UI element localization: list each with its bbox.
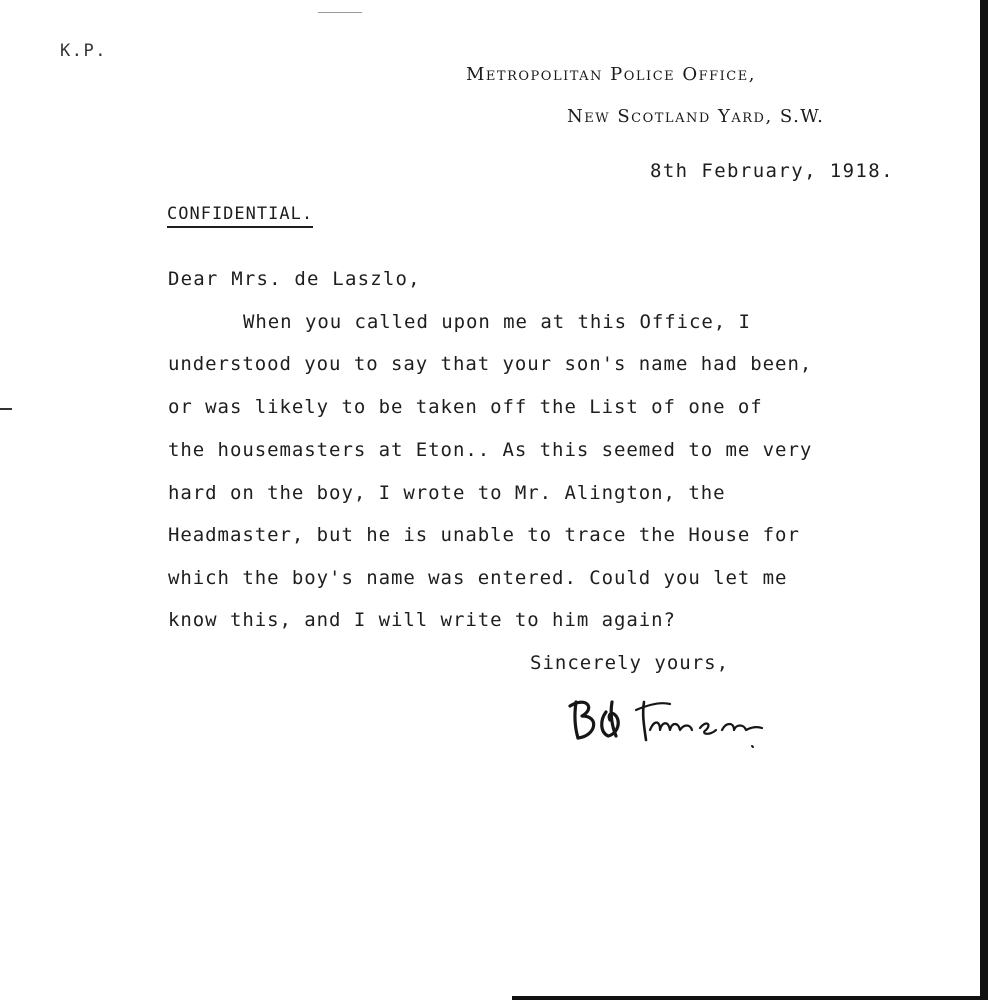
body-line: the housemasters at Eton.. As this seemed to me very	[168, 439, 813, 461]
scan-border-bottom	[512, 996, 988, 1000]
body-line: understood you to say that your son's name had been,	[168, 353, 813, 375]
body-line: hard on the boy, I wrote to Mr. Alington, the	[168, 482, 726, 504]
scan-border-right	[980, 0, 988, 1000]
letter-date: 8th February, 1918.	[650, 160, 894, 182]
handwritten-signature	[566, 690, 786, 760]
body-line: When you called upon me at this Office, I	[243, 311, 751, 333]
letterhead-office: Metropolitan Police Office,	[466, 64, 756, 85]
body-line: or was likely to be taken off the List of one of	[168, 396, 763, 418]
letterhead-address: New Scotland Yard, S.W.	[567, 106, 825, 127]
scan-mark-left	[0, 408, 12, 410]
body-line: know this, and I will write to him again?	[168, 609, 676, 631]
reference-initials: K.P.	[60, 41, 107, 61]
body-line: Headmaster, but he is unable to trace the House for	[168, 524, 800, 546]
body-line: which the boy's name was entered. Could you let me	[168, 567, 788, 589]
confidential-marking: CONFIDENTIAL.	[167, 204, 313, 228]
salutation: Dear Mrs. de Laszlo,	[168, 268, 421, 290]
scan-mark-top	[318, 12, 362, 13]
closing: Sincerely yours,	[530, 652, 730, 674]
